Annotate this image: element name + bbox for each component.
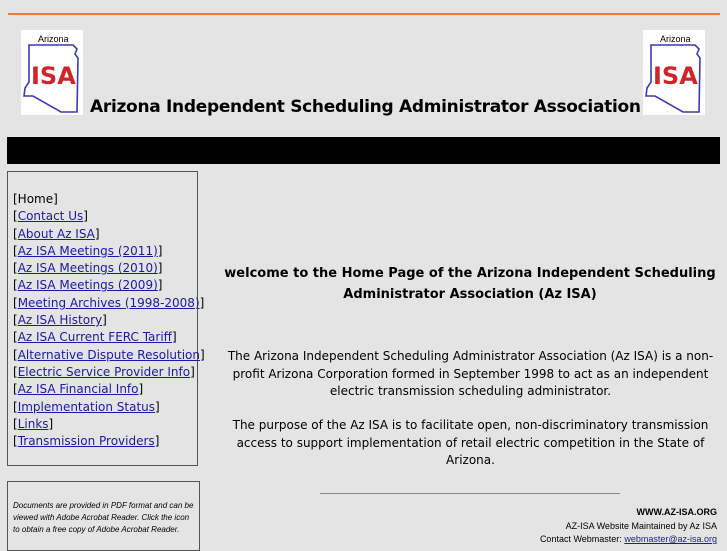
- nav-link-transmission-providers[interactable]: Transmission Providers: [17, 434, 155, 449]
- header-bar: [7, 137, 720, 164]
- nav-item-meetings-2009[interactable]: [Az ISA Meetings (2009)]: [13, 278, 163, 293]
- logo-isa-text: ISA: [31, 62, 76, 90]
- nav-item-esp-info[interactable]: [Electric Service Provider Info]: [13, 364, 195, 379]
- nav-item-meetings-2011[interactable]: [Az ISA Meetings (2011)]: [13, 243, 163, 258]
- nav-item-home: [Home]: [13, 192, 58, 206]
- nav-link-dispute-resolution[interactable]: Alternative Dispute Resolution: [17, 347, 200, 362]
- webmaster-email-link[interactable]: webmaster@az-isa.org: [624, 534, 717, 544]
- nav-link-about[interactable]: About Az ISA: [17, 226, 95, 241]
- nav-item-about[interactable]: [About Az ISA]: [13, 226, 100, 241]
- pdf-info-text: Documents are provided in PDF format and can be viewed with Adobe Acrobat Reader. Click the icon to obtain a free copy of Adobe Acrobat Reader.: [13, 501, 194, 534]
- pdf-info-box: [7, 481, 200, 551]
- nav-item-meetings-2010[interactable]: [Az ISA Meetings (2010)]: [13, 261, 163, 276]
- welcome-heading: welcome to the Home Page of the Arizona Independent Scheduling Administrator Association (Az ISA): [224, 266, 716, 302]
- nav-item-dispute-resolution[interactable]: [Alternative Dispute Resolution]: [13, 347, 205, 362]
- nav-link-history[interactable]: Az ISA History: [17, 313, 103, 328]
- nav-item-history[interactable]: [Az ISA History]: [13, 313, 107, 328]
- nav-item-ferc-tariff[interactable]: [Az ISA Current FERC Tariff]: [13, 330, 177, 345]
- page-title: Arizona Independent Scheduling Administrator Association: [90, 97, 641, 117]
- nav-item-implementation-status[interactable]: [Implementation Status]: [13, 399, 160, 414]
- logo-isa-text: ISA: [653, 62, 698, 90]
- nav-link-contact-us[interactable]: Contact Us: [17, 209, 84, 224]
- sidebar-nav: [7, 171, 205, 466]
- top-accent-line: [8, 13, 720, 15]
- footer-maintained: AZ-ISA Website Maintained by Az ISA: [565, 520, 717, 531]
- nav-link-meeting-archives[interactable]: Meeting Archives (1998-2008): [17, 295, 200, 310]
- nav-item-contact-us[interactable]: [Contact Us]: [13, 209, 88, 224]
- nav-link-ferc-tariff[interactable]: Az ISA Current FERC Tariff: [17, 330, 172, 345]
- footer-contact: [540, 533, 717, 547]
- divider: [320, 493, 620, 494]
- nav-item-transmission-providers[interactable]: [Transmission Providers]: [13, 434, 160, 449]
- nav-link-links[interactable]: Links: [17, 416, 49, 431]
- logo-right[interactable]: [643, 30, 705, 115]
- nav-link-meetings-2011[interactable]: Az ISA Meetings (2011): [17, 243, 158, 258]
- logo-left[interactable]: [21, 30, 83, 115]
- purpose-paragraph: The purpose of the Az ISA is to facilitate open, non-discriminatory transmission access to support implementation of retail electric competition in the State of Arizona.: [232, 418, 709, 467]
- footer: [540, 506, 717, 547]
- nav-link-financial-info[interactable]: Az ISA Financial Info: [17, 382, 139, 397]
- arizona-isa-logo-icon: [21, 30, 83, 115]
- nav-item-meeting-archives[interactable]: [Meeting Archives (1998-2008)]: [13, 295, 205, 310]
- nav-link-esp-info[interactable]: Electric Service Provider Info: [17, 364, 191, 379]
- nav-link-meetings-2010[interactable]: Az ISA Meetings (2010): [17, 261, 158, 276]
- nav-item-links[interactable]: [Links]: [13, 416, 54, 431]
- nav-item-financial-info[interactable]: [Az ISA Financial Info]: [13, 382, 144, 397]
- nav-link-implementation-status[interactable]: Implementation Status: [17, 399, 156, 414]
- footer-site: WWW.AZ-ISA.ORG: [636, 507, 717, 517]
- intro-paragraph: The Arizona Independent Scheduling Administrator Association (Az ISA) is a non-profit Arizona Corporation formed in September 1998 to act as an independent electric transmission scheduling administrator.: [227, 349, 714, 398]
- logo-state-text: Arizona: [38, 34, 69, 44]
- nav-link-meetings-2009[interactable]: Az ISA Meetings (2009): [17, 278, 158, 293]
- logo-state-text: Arizona: [660, 34, 691, 44]
- footer-contact-label: Contact Webmaster:: [539, 534, 622, 544]
- arizona-isa-logo-icon: [643, 30, 705, 115]
